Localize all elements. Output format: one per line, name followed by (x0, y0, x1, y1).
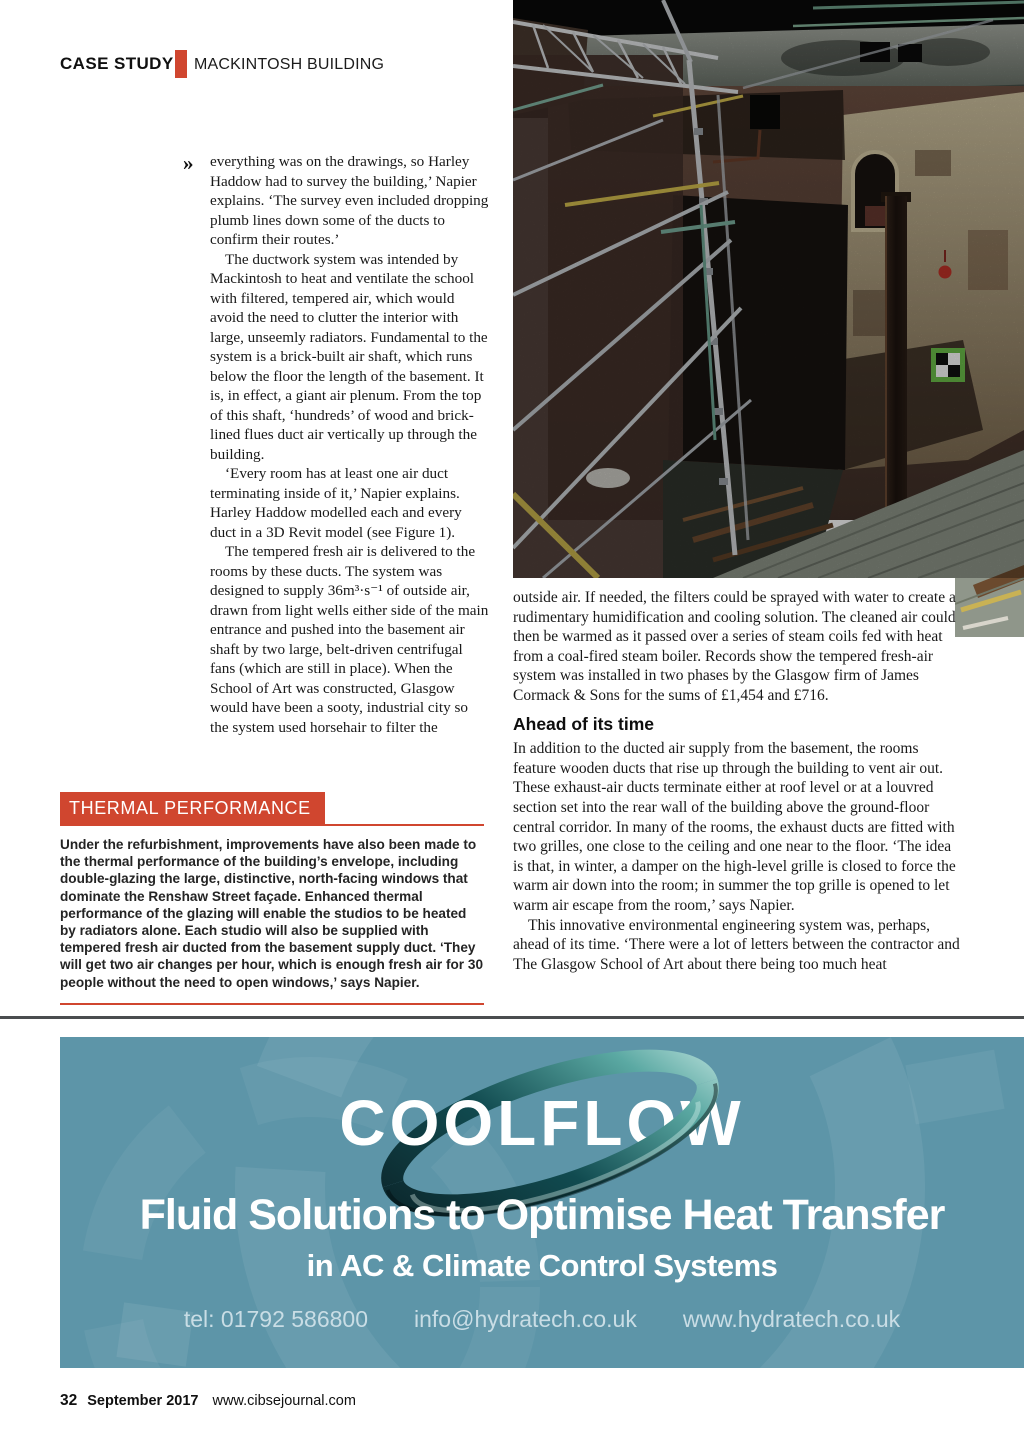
paragraph: In addition to the ducted air supply from the basement, the rooms feature wooden ducts that rise up through the building to vent air out. These exhaust-air ducts terminate either at roof level or at a louvred section set into the rear wall of the building above the ground-floor central corridor. In many of the rooms, the exhaust ducts are fitted with two grilles, one close to the ceiling and one near to the floor. ‘The idea is that, in winter, a damper on the high-level grille is closed to force the warm air down into the room; in summer the top grille is opened to let warm air escape from the room,’ says Napier. (513, 740, 956, 914)
article-left-column (210, 152, 490, 737)
advert-email: info@hydratech.co.uk (414, 1306, 637, 1332)
kicker-case-study: CASE STUDY (60, 54, 174, 73)
advert-headline: Fluid Solutions to Optimise Heat Transfer (139, 1191, 945, 1239)
thermal-performance-header (60, 792, 484, 826)
building-photo-art (513, 0, 1024, 637)
thermal-performance-bottom-rule (60, 1003, 484, 1005)
paragraph: The tempered fresh air is delivered to the rooms by these ducts. The system was designed to supply 36m³·s⁻¹ of outside air, drawn from light wells either side of the main entrance and pushed into the basement air shaft by two large, belt-driven centrifugal fans (which are still in place). When the School of Art was constructed, Glasgow would have been a sooty, industrial city so the system used horsehair to filter the (210, 543, 489, 736)
issue-date: September 2017 (87, 1393, 199, 1409)
kicker-divider-bar (175, 50, 187, 78)
coolflow-advert (60, 1037, 1024, 1368)
coolflow-logo-text: COOLFLOW (339, 1087, 745, 1159)
thermal-performance-body: Under the refurbishment, improvements have also been made to the thermal performance of the building’s envelope, including double-glazing the large, distinctive, north-facing windows that dominate the Renshaw Street façade. Enhanced thermal performance of the glazing will enable the studios to be heated by radiators alone. Each studio will also be supplied with tempered fresh air ducted from the basement supply duct. ‘They will get two air changes per hour, which is enough fresh air for 30 people without the need to open windows,’ says Napier. (60, 837, 483, 990)
subheading-ahead-of-its-time: Ahead of its time (513, 713, 654, 734)
paragraph: ‘Every room has at least one air duct terminating inside of it,’ Napier explains. Harley Haddow modelled each and every duct in a 3D Revit model (see Figure 1). (210, 465, 462, 541)
page-footer (60, 1392, 356, 1410)
paragraph: outside air. If needed, the filters could be sprayed with water to create a rudimentary humidification and cooling solution. The cleaned air could then be warmed as it passed over a series of steam coils fed with heat from a coal-fired steam boiler. Records show the tempered fresh-air system was installed in two phases by the Glasgow firm of James Cormack & Sons for the sums of £1,454 and £716. (513, 589, 956, 704)
thermal-performance-title: THERMAL PERFORMANCE (60, 792, 325, 824)
article-right-column (513, 588, 965, 974)
paragraph: The ductwork system was intended by Mackintosh to heat and ventilate the school with filtered, tempered air, which would avoid the need to clutter the interior with large, unseemly radiators. Fundamental to the system is a brick-built air shaft, which runs below the floor the length of the basement. It is, in effect, a giant air plenum. From the top of this shaft, ‘hundreds’ of wood and brick-lined flues duct air vertically up through the building. (210, 250, 488, 463)
advert-contact-line (60, 1306, 1024, 1333)
journal-website: www.cibsejournal.com (212, 1393, 356, 1409)
thermal-performance-box (60, 792, 484, 1005)
building-photo (513, 0, 1024, 637)
paragraph: This innovative environmental engineering system was, perhaps, ahead of its time. ‘There were a lot of letters between the contractor and The Glasgow School of Art about there being too much heat (513, 916, 960, 973)
section-divider-rule (0, 1016, 1024, 1019)
continuation-marker: » (183, 151, 194, 175)
advert-website: www.hydratech.co.uk (682, 1306, 901, 1332)
advert-phone: tel: 01792 586800 (183, 1306, 369, 1332)
paragraph: everything was on the drawings, so Harley Haddow had to survey the building,’ Napier explains. ‘The survey even included dropping plumb lines down some of the ducts to confirm their routes.’ (210, 153, 489, 248)
page-number: 32 (60, 1392, 78, 1409)
advert-subheadline: in AC & Climate Control Systems (306, 1248, 778, 1283)
coolflow-logo (282, 1059, 802, 1187)
kicker-topic: MACKINTOSH BUILDING (194, 56, 385, 73)
